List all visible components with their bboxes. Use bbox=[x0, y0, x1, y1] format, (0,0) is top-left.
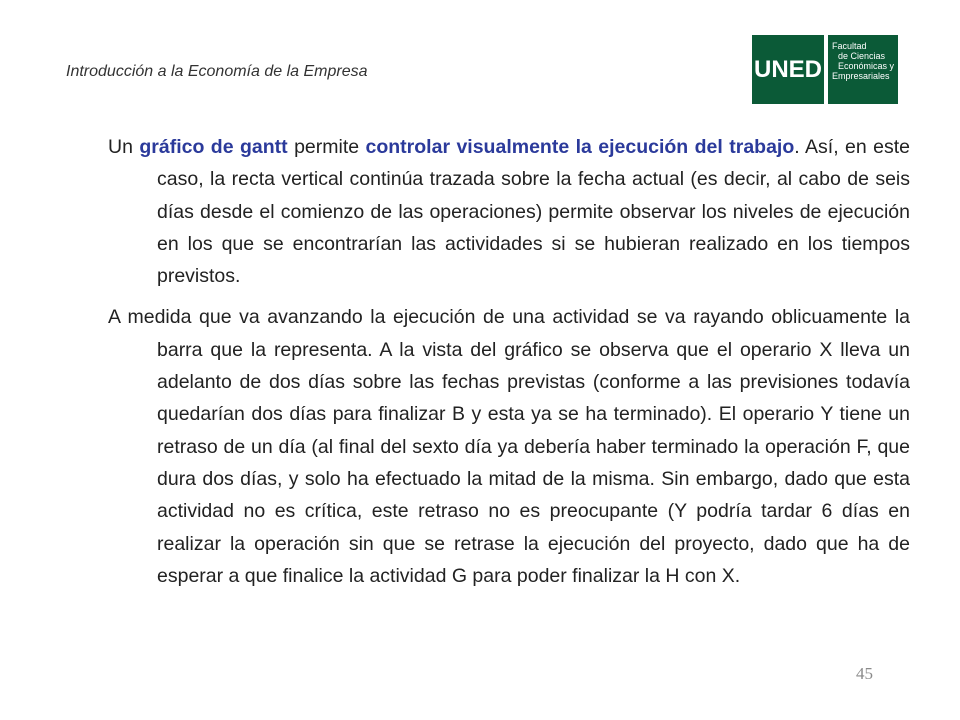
paragraph-progress-explanation: A medida que va avanzando la ejecución de una actividad se va rayando oblicuamente la barra que la representa. A la vista del gráfico se observa que el operario X lleva un adelanto de dos días sobre las fechas previstas (conforme a las previsiones todavía quedarían dos días para finalizar B y esta ya se ha terminado). El operario Y tiene un retraso de un día (al final del sexto día ya debería haber terminado la operación F, que dura dos días, y solo ha efectuado la mitad de la misma. Sin embargo, dado que esta actividad no es crítica, este retraso no es preocupante (Y podría tardar 6 días en realizar la operación sin que se retrase la ejecución del proyecto, dado que ha de esperar a que finalice la actividad G para poder finalizar la H con X. bbox=[108, 306, 910, 587]
slide-body bbox=[108, 131, 910, 601]
uned-logo bbox=[752, 35, 898, 104]
uned-logo-mark: UNED bbox=[752, 35, 824, 104]
text-run: . Así, en este caso, la recta vertical continúa trazada sobre la fecha actual (es decir, al cabo de seis días desde el comienzo de las operaciones) permite observar los niveles de ejecución en los que se encontrarían las actividades si se hubieran realizado en los tiempos previstos. bbox=[157, 136, 911, 288]
faculty-line: Empresariales bbox=[832, 71, 890, 81]
text-run: Un bbox=[108, 136, 140, 158]
highlight-gantt-chart: gráfico de gantt bbox=[139, 136, 288, 158]
course-title: Introducción a la Economía de la Empresa bbox=[66, 63, 368, 80]
faculty-name bbox=[828, 35, 898, 104]
highlight-visual-control: controlar visualmente la ejecución del trabajo bbox=[365, 136, 795, 158]
page-number: 45 bbox=[856, 664, 873, 683]
faculty-line: Económicas y bbox=[838, 61, 895, 71]
text-run: permite bbox=[287, 136, 366, 158]
faculty-line: de Ciencias bbox=[838, 51, 886, 61]
paragraph-gantt-intro bbox=[108, 131, 910, 292]
faculty-line: Facultad bbox=[832, 41, 867, 51]
